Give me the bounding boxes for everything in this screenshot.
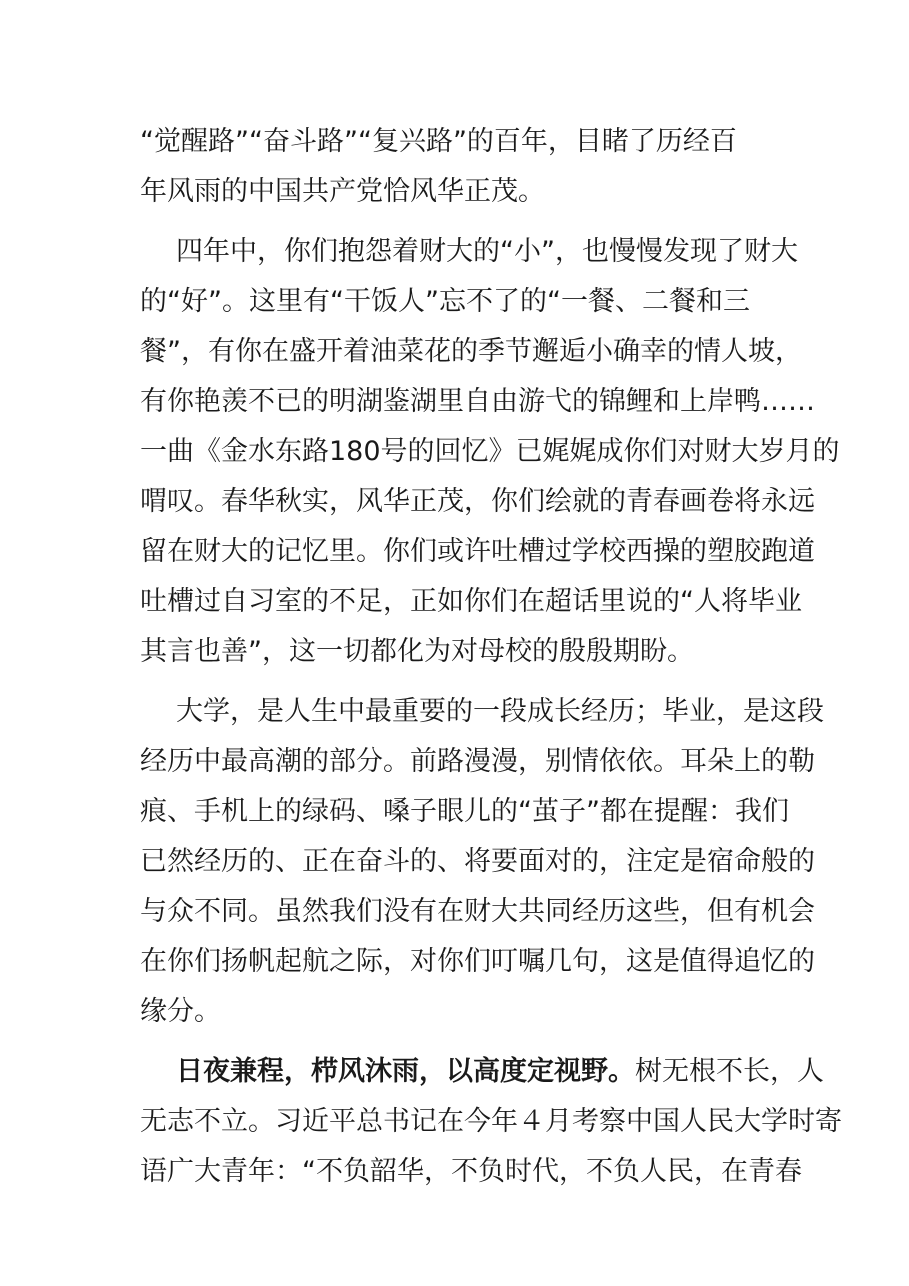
paragraph-2-line-4 <box>0 382 909 422</box>
paragraph-3-line-1 <box>0 692 909 732</box>
text-line <box>176 1052 824 1092</box>
text-line: 与众不同。虽然我们没有在财大共同经历这些，但有机会 <box>140 896 815 927</box>
text-line: 其言也善”，这一切都化为对母校的殷殷期盼。 <box>140 636 694 667</box>
text-line: 有你艳羡不已的明湖鉴湖里自由游弋的锦鲤和上岸鸭…… <box>140 386 815 417</box>
paragraph-2-line-6 <box>0 482 909 522</box>
paragraph-2-line-8 <box>0 582 909 622</box>
text-line: 缘分。 <box>140 996 221 1027</box>
paragraph-4-line-3 <box>0 1152 909 1192</box>
paragraph-3-line-2 <box>0 742 909 782</box>
text-line: 留在财大的记忆里。你们或许吐槽过学校西操的塑胶跑道 <box>140 536 815 567</box>
text-line: 语广大青年：“不负韶华，不负时代，不负人民，在青春 <box>140 1156 802 1187</box>
text-line: 无志不立。习近平总书记在今年４月考察中国人民大学时寄 <box>140 1106 842 1137</box>
text-line: 大学，是人生中最重要的一段成长经历；毕业，是这段 <box>176 696 824 727</box>
text-line: 四年中，你们抱怨着财大的“小”，也慢慢发现了财大 <box>176 236 798 267</box>
paragraph-2-line-1 <box>0 232 909 272</box>
paragraph-3-line-4 <box>0 842 909 882</box>
paragraph-1-line-2 <box>0 172 909 212</box>
paragraph-2-line-9 <box>0 632 909 672</box>
text-line: 餐”，有你在盛开着油菜花的季节邂逅小确幸的情人坡， <box>140 336 802 367</box>
text-line: 一曲《金水东路180号的回忆》已娓娓成你们对财大岁月的 <box>140 436 840 467</box>
paragraph-4-line-2 <box>0 1102 909 1142</box>
text-line: 喟叹。春华秋实，风华正茂，你们绘就的青春画卷将永远 <box>140 486 815 517</box>
paragraph-2-line-3 <box>0 332 909 372</box>
paragraph-3-line-7 <box>0 992 909 1032</box>
paragraph-2-line-7 <box>0 532 909 572</box>
paragraph-2-line-5 <box>0 432 909 472</box>
paragraph-3-line-3 <box>0 792 909 832</box>
text-line: 痕、手机上的绿码、嗓子眼儿的“茧子”都在提醒：我们 <box>140 796 789 827</box>
text-line: 已然经历的、正在奋斗的、将要面对的，注定是宿命般的 <box>140 846 815 877</box>
paragraph-1-line-1 <box>0 122 909 162</box>
text-line: 年风雨的中国共产党恰风华正茂。 <box>140 176 545 207</box>
paragraph-2-line-2 <box>0 282 909 322</box>
text-line: 在你们扬帆起航之际，对你们叮嘱几句，这是值得追忆的 <box>140 946 815 977</box>
heading-trailing-text: 树无根不长，人 <box>635 1056 824 1087</box>
text-line: “觉醒路”“奋斗路”“复兴路”的百年，目睹了历经百 <box>140 126 737 157</box>
text-line: 吐槽过自习室的不足，正如你们在超话里说的“人将毕业 <box>140 586 802 617</box>
paragraph-3-line-5 <box>0 892 909 932</box>
paragraph-3-line-6 <box>0 942 909 982</box>
section-heading: 日夜兼程，栉风沐雨，以高度定视野。 <box>176 1056 635 1087</box>
text-line: 的“好”。这里有“干饭人”忘不了的“一餐、二餐和三 <box>140 286 750 317</box>
paragraph-4-line-1 <box>0 1052 909 1092</box>
text-line: 经历中最高潮的部分。前路漫漫，别情依依。耳朵上的勒 <box>140 746 815 777</box>
